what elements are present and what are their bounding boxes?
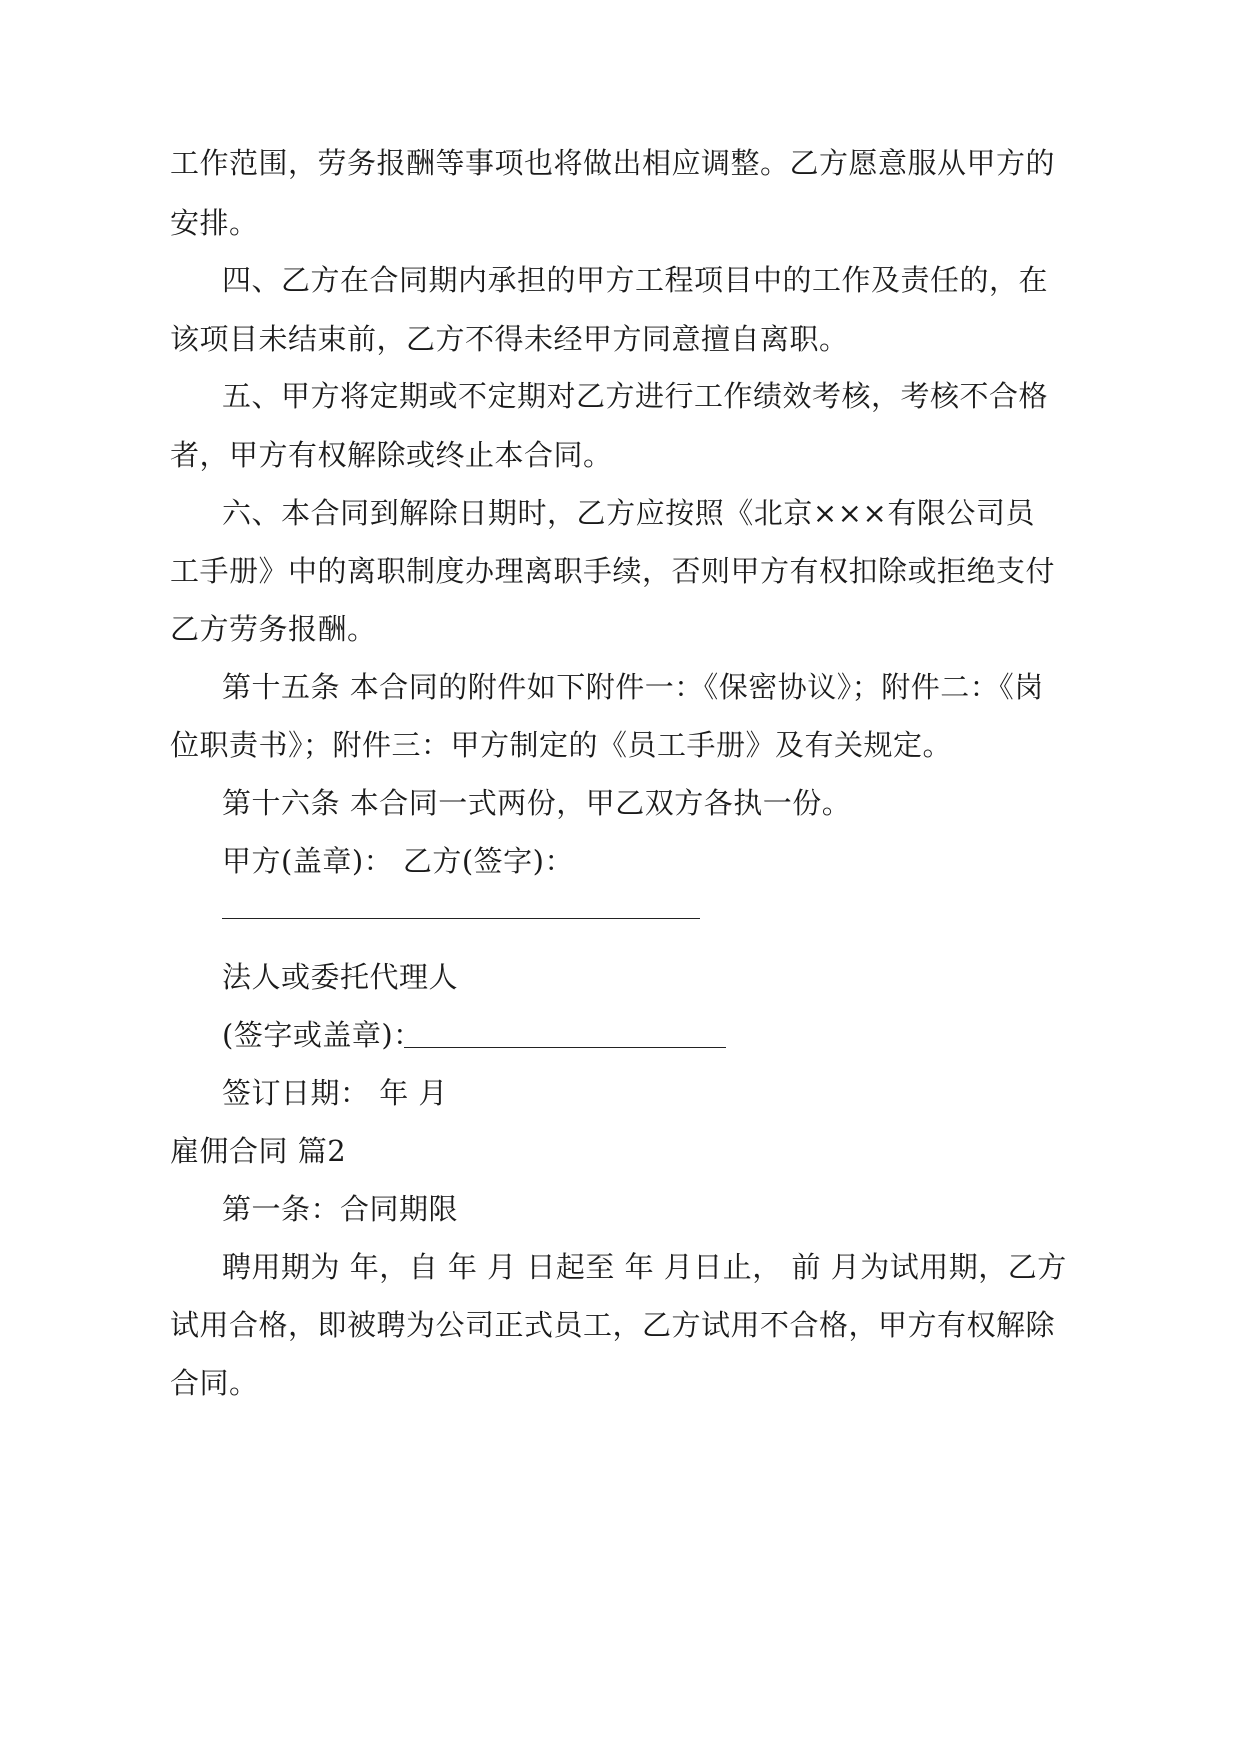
sign-date-label: 签订日期： 年 月 [222, 1076, 448, 1110]
paragraph-line: 聘用期为 年，自 年 月 日起至 年 月日止， 前 月为试用期，乙方 [222, 1250, 1067, 1284]
article-heading: 第一条：合同期限 [222, 1192, 459, 1226]
paragraph-line: 工作范围，劳务报酬等事项也将做出相应调整。乙方愿意服从甲方的 [170, 146, 1056, 180]
signature-underline [404, 1047, 726, 1048]
paragraph-line: 五、甲方将定期或不定期对乙方进行工作绩效考核，考核不合格 [222, 379, 1049, 413]
section-heading: 雇佣合同 篇2 [170, 1134, 347, 1168]
signature-line [222, 918, 700, 919]
paragraph-line: 第十五条 本合同的附件如下附件一：《保密协议》；附件二：《岗 [222, 670, 1044, 704]
paragraph-line: 乙方劳务报酬。 [170, 612, 377, 646]
paragraph-line: 四、乙方在合同期内承担的甲方工程项目中的工作及责任的，在 [222, 263, 1049, 297]
paragraph-line: 安排。 [170, 206, 259, 240]
signature-label: (签字或盖章)： [222, 1018, 423, 1052]
paragraph-line: 工手册》中的离职制度办理离职手续，否则甲方有权扣除或拒绝支付 [170, 554, 1056, 588]
paragraph-line: 六、本合同到解除日期时，乙方应按照《北京×××有限公司员 [222, 496, 1035, 530]
paragraph-line: 合同。 [170, 1366, 259, 1400]
paragraph-line: 法人或委托代理人 [222, 960, 459, 994]
paragraph-line: 位职责书》；附件三：甲方制定的《员工手册》及有关规定。 [170, 728, 953, 762]
signature-party-labels: 甲方(盖章)： 乙方(签字)： [222, 844, 574, 878]
paragraph-line: 第十六条 本合同一式两份，甲乙双方各执一份。 [222, 786, 852, 820]
paragraph-line: 者，甲方有权解除或终止本合同。 [170, 438, 613, 472]
paragraph-line: 该项目未结束前，乙方不得未经甲方同意擅自离职。 [170, 322, 849, 356]
paragraph-line: 试用合格，即被聘为公司正式员工，乙方试用不合格，甲方有权解除 [170, 1308, 1056, 1342]
